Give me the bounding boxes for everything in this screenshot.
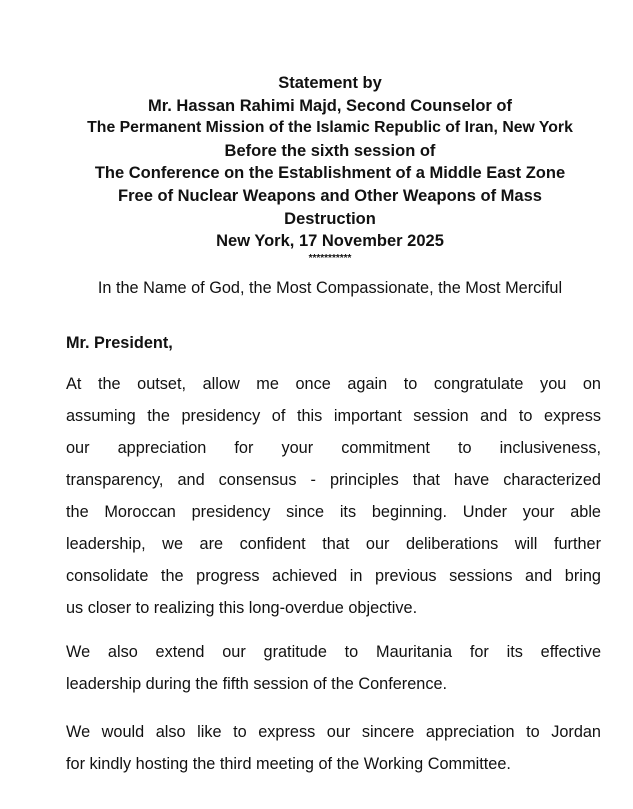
paragraph-jordan [66, 716, 601, 780]
paragraph-line: our appreciation for your commitment to inclusiveness, [66, 439, 601, 457]
mission-name: The Permanent Mission of the Islamic Republic of Iran, New York [87, 119, 573, 137]
conference-title-line-1: The Conference on the Establishment of a Middle East Zone [94, 164, 566, 183]
paragraph-mauritania [66, 636, 601, 700]
paragraph-line: leadership during the fifth session of the Conference. [66, 675, 448, 693]
invocation: In the Name of God, the Most Compassionate, the Most Merciful [97, 279, 563, 297]
paragraph-line: We would also like to express our sincere appreciation to Jordan [66, 723, 601, 741]
session-line: Before the sixth session of [224, 141, 436, 160]
paragraph-line: We also extend our gratitude to Mauritania for its effective [66, 643, 601, 661]
separator-asterisks: *********** [308, 252, 352, 264]
paragraph-line: for kindly hosting the third meeting of the Working Committee. [66, 755, 511, 773]
paragraph-line: assuming the presidency of this important session and to express [66, 407, 601, 425]
place-date: New York, 17 November 2025 [216, 232, 444, 251]
paragraph-line: leadership, we are confident that our deliberations will further [66, 535, 601, 553]
statement-header [60, 72, 600, 264]
paragraph-line: consolidate the progress achieved in previous sessions and bring [66, 567, 601, 585]
speaker-name: Mr. Hassan Rahimi Majd, Second Counselor of [148, 96, 512, 115]
paragraph-line: the Moroccan presidency since its beginning. Under your able [66, 503, 601, 521]
header-title: Statement by [278, 74, 382, 92]
salutation: Mr. President, [66, 334, 173, 352]
conference-title-line-3: Destruction [284, 209, 376, 228]
paragraph-line: transparency, and consensus - principles that have characterized [66, 471, 601, 489]
conference-title-line-2: Free of Nuclear Weapons and Other Weapons of Mass [118, 186, 542, 205]
paragraph-line: At the outset, allow me once again to congratulate you on [66, 375, 601, 393]
paragraph-line: us closer to realizing this long-overdue objective. [66, 599, 418, 617]
paragraph-opening [66, 368, 601, 624]
